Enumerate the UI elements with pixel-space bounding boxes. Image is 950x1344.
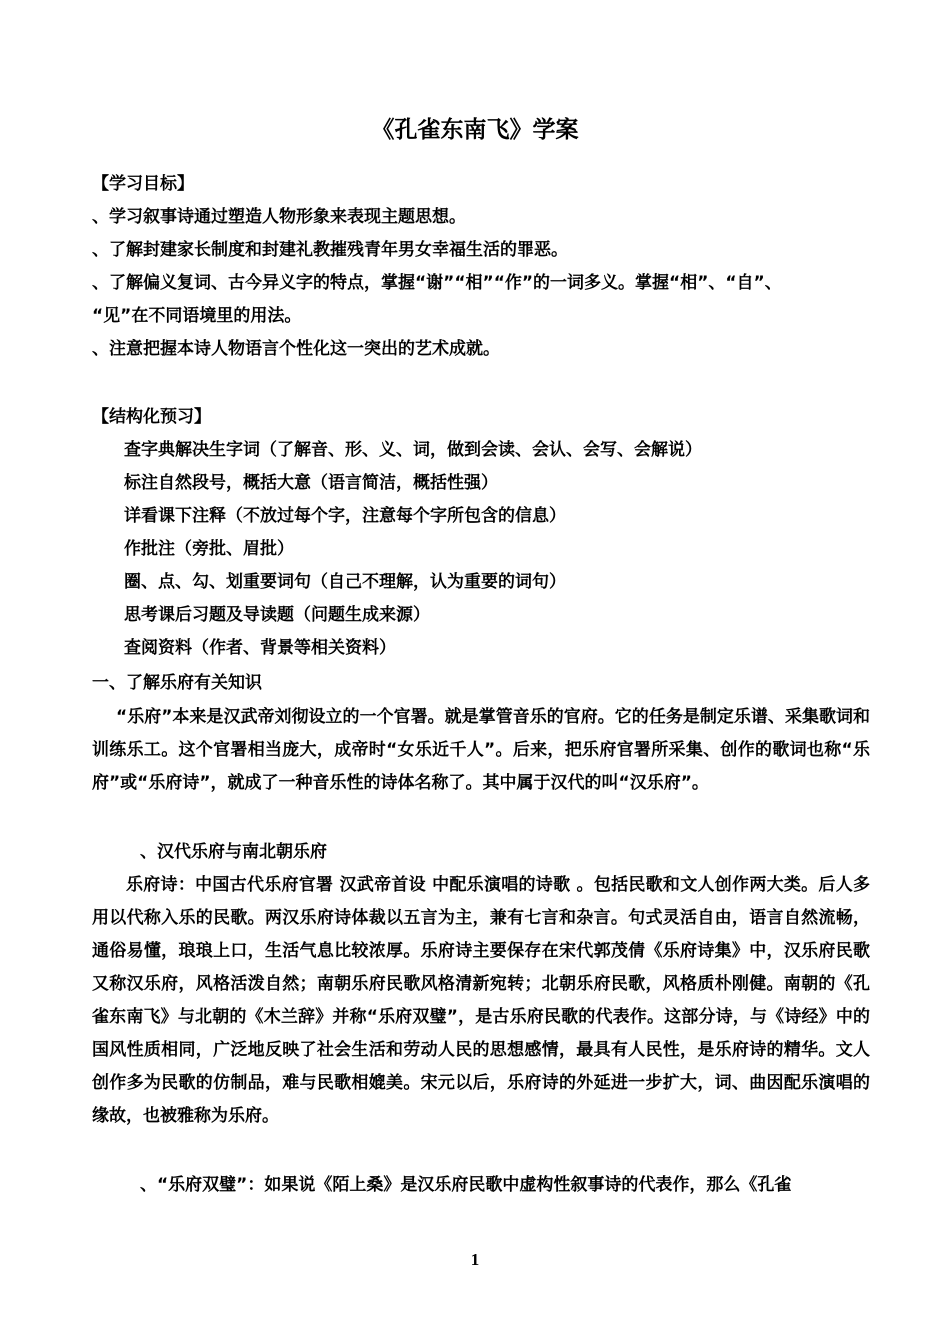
goal-item-1: 、学习叙事诗通过塑造人物形象来表现主题思想。 [92,207,466,227]
preview-item-7: 查阅资料（作者、背景等相关资料） [124,638,396,658]
goal-item-4: 、注意把握本诗人物语言个性化这一突出的艺术成就。 [92,339,500,359]
preview-item-2: 标注自然段号，概括大意（语言简洁，概括性强） [124,473,498,493]
goal-item-2: 、了解封建家长制度和封建礼教摧残青年男女幸福生活的罪恶。 [92,240,568,260]
preview-item-5: 圈、点、勾、划重要词句（自己不理解，认为重要的词句） [124,572,566,592]
goal-item-3-continued: “见”在不同语境里的用法。 [92,306,302,326]
preview-item-4: 作批注（旁批、眉批） [124,539,294,559]
preview-item-6: 思考课后习题及导读题（问题生成来源） [124,605,430,625]
goal-item-3: 、了解偏义复词、古今异义字的特点，掌握“谢”“相”“作”的一词多义。掌握“相”、“自”、 [92,273,782,293]
paragraph-yuefu-origin: “乐府”本来是汉武帝刘彻设立的一个官署。就是掌管音乐的官府。它的任务是制定乐谱、采集歌词和训练乐工。这个官署相当庞大，成帝时“女乐近千人”。后来，把乐府官署所采集、创作的歌词也称“乐府”或“乐府诗”，就成了一种音乐性的诗体名称了。其中属于汉代的叫“汉乐府”。 [92,707,870,793]
preview-header: 【结构化预习】 [92,407,211,427]
paragraph-yuefu-poetry: 乐府诗：中国古代乐府官署 汉武帝首设 中配乐演唱的诗歌 。包括民歌和文人创作两大类。后人多用以代称入乐的民歌。两汉乐府诗体裁以五言为主，兼有七言和杂言。句式灵活自由，语言自然流畅，通俗易懂，琅琅上口，生活气息比较浓厚。乐府诗主要保存在宋代郭茂倩《乐府诗集》中，汉乐府民歌又称汉乐府，风格活泼自然；南朝乐府民歌风格清新宛转；北朝乐府民歌，风格质朴刚健。南朝的《孔雀东南飞》与北朝的《木兰辞》并称“乐府双璧”，是古乐府民歌的代表作。这部分诗，与《诗经》中的国风性质相同，广泛地反映了社会生活和劳动人民的思想感情，最具有人民性，是乐府诗的精华。文人创作多为民歌的仿制品，难与民歌相媲美。宋元以后，乐府诗的外延进一步扩大，词、曲因配乐演唱的缘故，也被雅称为乐府。 [92,875,870,1126]
goals-header: 【学习目标】 [92,174,194,194]
paragraph-yuefu-twin-jade: 、“乐府双璧”：如果说《陌上桑》是汉乐府民歌中虚构性叙事诗的代表作，那么《孔雀 [140,1175,792,1195]
page-title: 《孔雀东南飞》学案 [371,117,579,143]
sub-heading: 、汉代乐府与南北朝乐府 [140,842,327,862]
preview-item-3: 详看课下注释（不放过每个字，注意每个字所包含的信息） [124,506,566,526]
preview-item-1: 查字典解决生字词（了解音、形、义、词，做到会读、会认、会写、会解说） [124,440,702,460]
section-heading: 一、了解乐府有关知识 [92,673,262,693]
page-number: 1 [470,1250,480,1269]
